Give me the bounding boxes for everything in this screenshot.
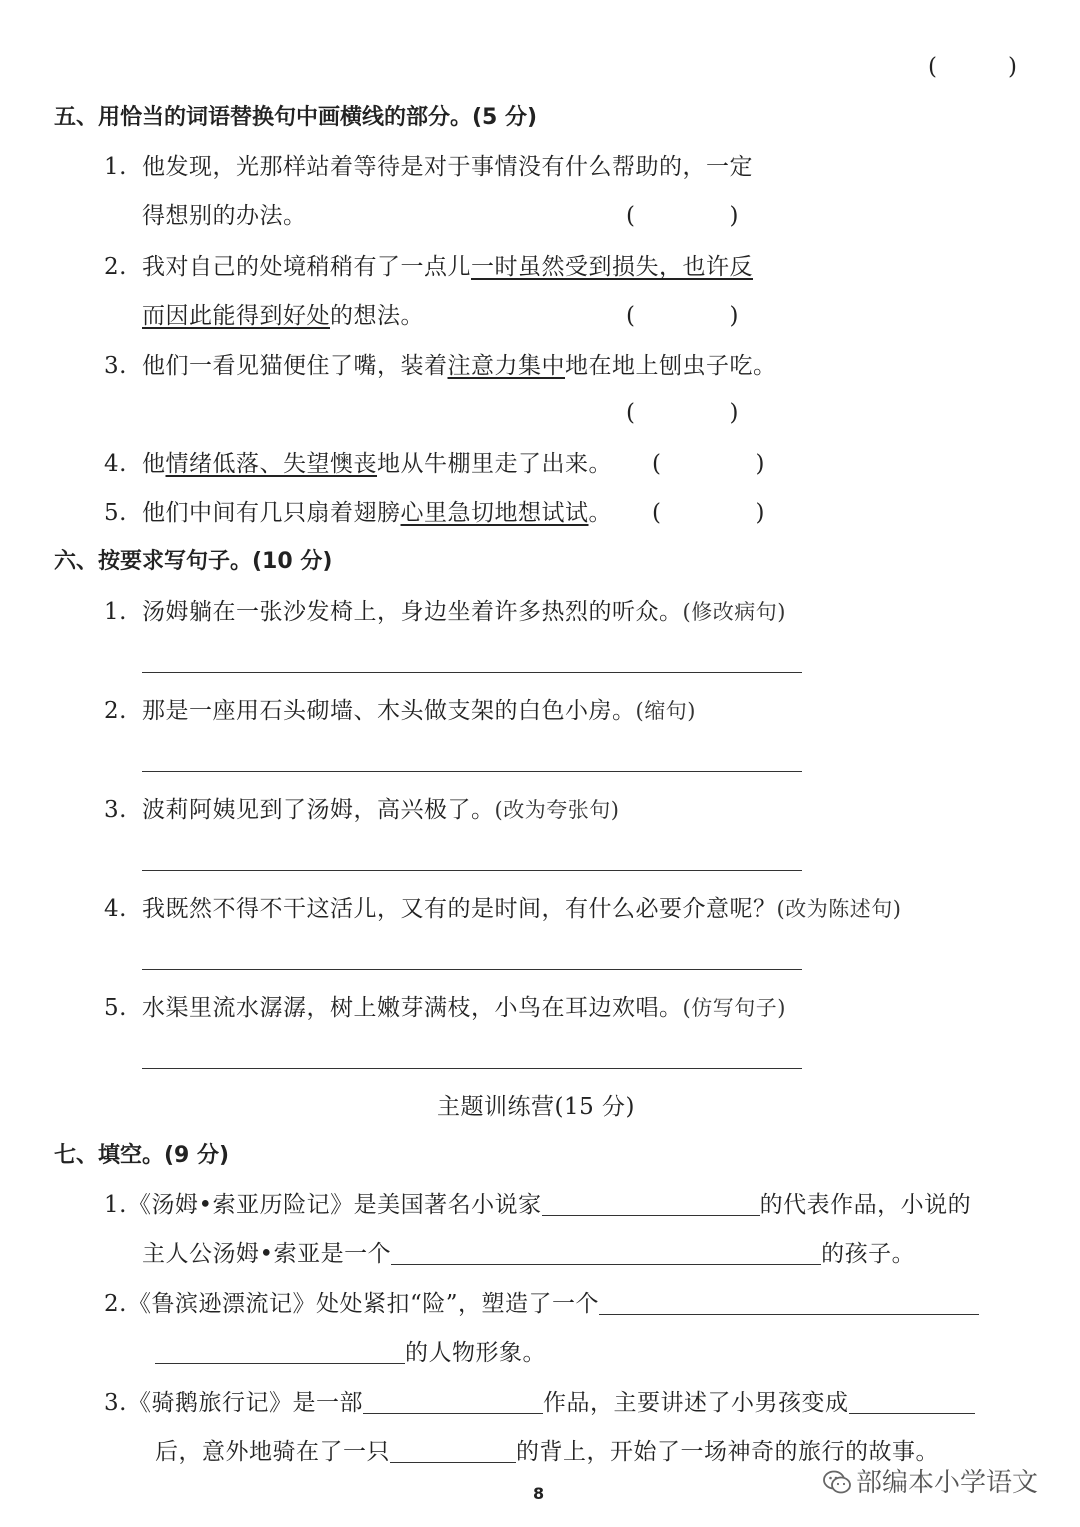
underlined-phrase: 注意力集中 [447, 353, 565, 379]
answer-line[interactable] [142, 1068, 802, 1069]
q-number: 5. [104, 500, 127, 526]
s5-q2-line2 [142, 301, 424, 331]
watermark-text: 部编本小学语文 [856, 1468, 1039, 1498]
s5-q3-answer-paren[interactable]: ( ) [626, 400, 739, 426]
q-number: 3. [104, 353, 127, 379]
s5-q5-line [104, 498, 612, 528]
s6-q1 [104, 597, 786, 627]
q-text: 波莉阿姨见到了汤姆，高兴极了。 [142, 797, 495, 823]
s7-q1-line2 [142, 1239, 915, 1269]
s5-q1-line1 [104, 152, 753, 182]
s6-q4 [104, 894, 901, 924]
q-text: 他 [142, 451, 166, 477]
q-number: 2. [104, 254, 127, 280]
q-text: 汤姆躺在一张沙发椅上，身边坐着许多热烈的听众。 [142, 599, 683, 625]
q-number: 4. [104, 896, 127, 922]
fill-blank[interactable] [155, 1339, 405, 1364]
fill-blank[interactable] [390, 1438, 516, 1463]
q-number: 1. [104, 599, 127, 625]
q-number: 3. [104, 797, 127, 823]
theme-section-title: 主题训练营(15 分) [437, 1094, 636, 1120]
s7-q2-line2 [155, 1338, 546, 1368]
s5-q3-line1 [104, 351, 777, 381]
underlined-phrase: 而因此能得到好处 [142, 303, 330, 329]
s5-q1-line2: 得想别的办法。 [142, 203, 307, 229]
q-text: 地从牛棚里走了出来。 [377, 451, 612, 477]
q-text: 的孩子。 [821, 1241, 916, 1267]
q-hint: (改为陈述句) [776, 897, 902, 921]
q-text: 的想法。 [330, 303, 424, 329]
q-text: 水渠里流水潺潺，树上嫩芽满枝，小鸟在耳边欢唱。 [142, 995, 683, 1021]
q-text: 《汤姆•索亚历险记》是美国著名小说家 [128, 1192, 542, 1218]
section-5-title: 五、用恰当的词语替换句中画横线的部分。(5 分) [54, 105, 538, 130]
underlined-phrase: 情绪低落、失望懊丧 [165, 451, 377, 477]
q-text: 我既然不得不干这活儿，又有的是时间，有什么必要介意呢？ [142, 896, 777, 922]
fill-blank[interactable] [391, 1240, 821, 1265]
q-text: 他们中间有几只扇着翅膀 [142, 500, 401, 526]
answer-line[interactable] [142, 870, 802, 871]
underlined-phrase: 心里急切地想试试 [400, 500, 589, 526]
watermark [822, 1462, 1038, 1499]
q-text: 那是一座用石头砌墙、木头做支架的白色小房。 [142, 698, 636, 724]
s7-q1-line1 [104, 1190, 971, 1220]
s5-q1-answer-paren[interactable]: ( ) [626, 203, 739, 229]
q-text: 主人公汤姆•索亚是一个 [142, 1241, 392, 1267]
wechat-icon [822, 1469, 852, 1495]
s5-q2-line1 [104, 252, 753, 282]
q-number: 3. [104, 1390, 127, 1416]
q-text: 的背上，开始了一场神奇的旅行的故事。 [516, 1439, 939, 1465]
q-text: 。 [588, 500, 612, 526]
q-text: 他们一看见猫便住了嘴，装着 [142, 353, 448, 379]
q-number: 2. [104, 1291, 127, 1317]
s5-q4-answer-paren[interactable]: ( ) [652, 451, 765, 477]
s6-q5 [104, 993, 786, 1023]
fill-blank[interactable] [599, 1290, 979, 1315]
q-hint: (修改病句) [682, 600, 786, 624]
q-hint: (缩句) [635, 699, 696, 723]
q-text: 的人物形象。 [405, 1340, 546, 1366]
s5-q2-answer-paren[interactable]: ( ) [626, 303, 739, 329]
q-text: 他发现，光那样站着等待是对于事情没有什么帮助的，一定 [142, 154, 753, 180]
q-text: 地在地上刨虫子吃。 [565, 353, 777, 379]
s6-q3 [104, 795, 619, 825]
q-number: 4. [104, 451, 127, 477]
page-number: 8 [533, 1484, 545, 1503]
s7-q2-line1 [104, 1289, 979, 1319]
q-text: 我对自己的处境稍稍有了一点儿 [142, 254, 471, 280]
q-text: 的代表作品，小说的 [759, 1192, 972, 1218]
q-text: 作品，主要讲述了小男孩变成 [543, 1390, 849, 1416]
s6-q2 [104, 696, 696, 726]
q-number: 2. [104, 698, 127, 724]
s5-q5-answer-paren[interactable]: ( ) [652, 500, 765, 526]
fill-blank[interactable] [849, 1389, 975, 1414]
answer-line[interactable] [142, 672, 802, 673]
q-number: 5. [104, 995, 127, 1021]
answer-line[interactable] [142, 771, 802, 772]
q-text: 《鲁滨逊漂流记》处处紧扣“险”，塑造了一个 [128, 1291, 600, 1317]
q-hint: (仿写句子) [682, 996, 786, 1020]
q-text: 《骑鹅旅行记》是一部 [128, 1390, 363, 1416]
q-hint: (改为夸张句) [494, 798, 620, 822]
fill-blank[interactable] [542, 1191, 760, 1216]
top-answer-paren: ( ) [928, 54, 1018, 80]
q-text: 后，意外地骑在了一只 [155, 1439, 390, 1465]
section-7-title: 七、填空。(9 分) [54, 1143, 230, 1168]
s5-q4-line [104, 449, 612, 479]
q-number: 1. [104, 154, 127, 180]
q-number: 1. [104, 1192, 127, 1218]
fill-blank[interactable] [363, 1389, 543, 1414]
section-6-title: 六、按要求写句子。(10 分) [54, 549, 333, 574]
answer-line[interactable] [142, 969, 802, 970]
s7-q3-line1 [104, 1388, 975, 1418]
underlined-phrase: 一时虽然受到损失，也许反 [471, 254, 753, 280]
